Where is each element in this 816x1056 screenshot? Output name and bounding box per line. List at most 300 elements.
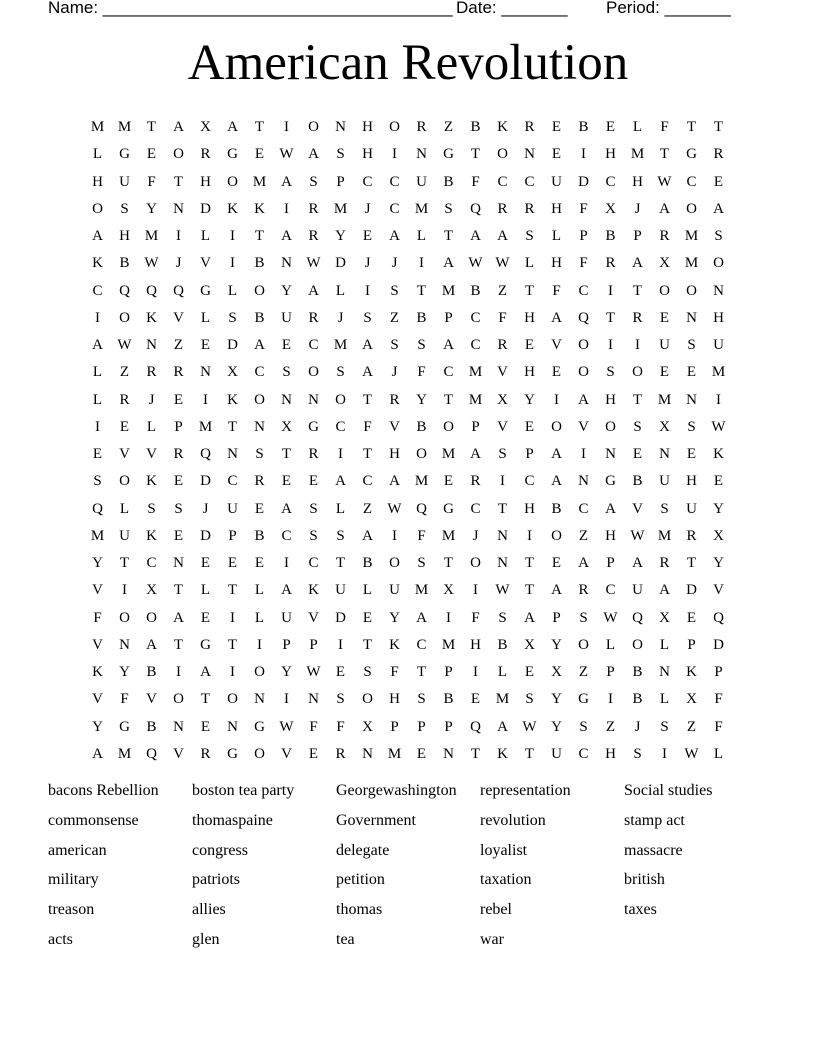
grid-letter: X — [524, 636, 535, 653]
grid-letter: I — [608, 282, 613, 299]
grid-letter: V — [146, 446, 157, 463]
grid-letter: I — [284, 200, 289, 217]
grid-letter: O — [713, 255, 724, 272]
grid-letter: H — [524, 500, 535, 517]
grid-letter: N — [713, 282, 724, 299]
grid-letter: E — [686, 446, 697, 463]
grid-letter: C — [605, 173, 616, 190]
grid-letter: I — [95, 309, 100, 326]
grid-letter: P — [633, 228, 642, 245]
grid-letter: H — [389, 446, 400, 463]
grid-letter: F — [552, 282, 561, 299]
word-bank-item: american — [48, 841, 107, 859]
grid-letter: O — [686, 282, 697, 299]
grid-letter: J — [391, 255, 398, 272]
grid-letter: M — [441, 446, 456, 463]
grid-letter: H — [524, 364, 535, 381]
grid-letter: K — [497, 119, 508, 136]
word-bank-item: congress — [192, 841, 248, 859]
grid-letter: B — [551, 500, 562, 517]
grid-letter: R — [308, 309, 319, 326]
grid-letter: L — [659, 691, 670, 708]
grid-letter: T — [146, 119, 157, 136]
grid-letter: T — [605, 309, 616, 326]
grid-letter: A — [551, 446, 562, 463]
grid-letter: H — [713, 309, 724, 326]
grid-letter: N — [146, 337, 157, 354]
grid-letter: Y — [713, 500, 724, 517]
grid-letter: O — [254, 664, 265, 681]
grid-letter: I — [230, 228, 235, 245]
grid-letter: U — [659, 337, 670, 354]
grid-letter: L — [200, 582, 211, 599]
grid-letter: P — [552, 609, 561, 626]
grid-letter: O — [659, 282, 670, 299]
grid-letter: J — [472, 527, 479, 544]
grid-letter: O — [308, 119, 319, 136]
grid-letter: O — [227, 691, 238, 708]
grid-letter: Y — [281, 664, 292, 681]
grid-letter: R — [119, 391, 130, 408]
grid-letter: A — [227, 119, 238, 136]
grid-letter: S — [660, 718, 669, 735]
grid-letter: T — [173, 582, 184, 599]
word-bank-item: petition — [336, 871, 385, 889]
grid-letter: N — [173, 718, 184, 735]
word-bank-item: Government — [336, 811, 416, 829]
grid-letter: T — [173, 636, 184, 653]
grid-letter: U — [659, 473, 670, 490]
grid-letter: D — [200, 473, 211, 490]
grid-letter: I — [473, 664, 478, 681]
grid-letter: N — [686, 309, 697, 326]
grid-letter: B — [362, 555, 373, 572]
grid-letter: M — [441, 282, 456, 299]
word-bank-item: commonsense — [48, 811, 139, 829]
grid-letter: L — [92, 146, 103, 163]
grid-letter: Q — [470, 200, 481, 217]
grid-letter: A — [443, 255, 454, 272]
grid-letter: M — [90, 119, 105, 136]
grid-letter: I — [284, 119, 289, 136]
grid-letter: J — [391, 364, 398, 381]
grid-letter: M — [117, 745, 132, 762]
grid-letter: V — [119, 446, 130, 463]
grid-letter: R — [470, 473, 481, 490]
grid-letter: S — [633, 418, 642, 435]
grid-letter: E — [605, 119, 616, 136]
grid-letter: H — [389, 691, 400, 708]
grid-letter: V — [281, 745, 292, 762]
name-field: Name: _____________________________________ — [48, 0, 453, 17]
grid-letter: W — [657, 173, 672, 190]
grid-letter: F — [579, 255, 588, 272]
grid-letter: F — [471, 609, 480, 626]
grid-letter: O — [632, 364, 643, 381]
grid-letter: F — [93, 609, 102, 626]
grid-letter: Y — [146, 200, 157, 217]
grid-letter: X — [281, 418, 292, 435]
grid-letter: T — [254, 228, 265, 245]
grid-letter: U — [713, 337, 724, 354]
grid-letter: R — [146, 364, 157, 381]
grid-letter: C — [335, 418, 346, 435]
grid-letter: I — [230, 664, 235, 681]
word-bank-item: thomaspaine — [192, 811, 273, 829]
grid-letter: O — [551, 418, 562, 435]
period-field: Period: _______ — [606, 0, 731, 17]
grid-letter: E — [281, 337, 292, 354]
grid-letter: N — [227, 446, 238, 463]
grid-letter: V — [173, 309, 184, 326]
word-bank-item: acts — [48, 930, 73, 948]
grid-letter: M — [414, 473, 429, 490]
grid-letter: E — [524, 664, 535, 681]
grid-letter: S — [336, 146, 345, 163]
grid-letter: Y — [416, 391, 427, 408]
word-bank-item: tea — [336, 930, 355, 948]
grid-letter: Y — [92, 555, 103, 572]
grid-letter: A — [551, 582, 562, 599]
grid-letter: O — [227, 173, 238, 190]
grid-letter: E — [173, 527, 184, 544]
word-bank-item: massacre — [624, 841, 683, 859]
grid-letter: M — [468, 391, 483, 408]
grid-letter: R — [254, 473, 265, 490]
grid-letter: W — [522, 718, 537, 735]
grid-letter: A — [173, 119, 184, 136]
grid-letter: G — [200, 636, 211, 653]
grid-letter: B — [497, 636, 508, 653]
grid-letter: T — [416, 282, 427, 299]
grid-letter: N — [254, 691, 265, 708]
grid-letter: R — [659, 555, 670, 572]
grid-letter: I — [257, 636, 262, 653]
grid-letter: C — [281, 527, 292, 544]
grid-letter: I — [392, 146, 397, 163]
grid-letter: S — [579, 718, 588, 735]
word-bank-item: rebel — [480, 901, 512, 919]
grid-letter: F — [120, 691, 129, 708]
grid-letter: F — [417, 527, 426, 544]
grid-letter: V — [200, 255, 211, 272]
grid-letter: A — [362, 527, 373, 544]
grid-letter: W — [495, 255, 510, 272]
grid-letter: J — [634, 200, 641, 217]
grid-letter: C — [578, 500, 589, 517]
grid-letter: W — [684, 745, 699, 762]
grid-letter: S — [390, 337, 399, 354]
grid-letter: O — [578, 364, 589, 381]
grid-letter: A — [389, 473, 400, 490]
grid-letter: I — [608, 337, 613, 354]
grid-letter: P — [174, 418, 183, 435]
grid-letter: D — [686, 582, 697, 599]
grid-letter: G — [578, 691, 589, 708]
grid-letter: S — [282, 364, 291, 381]
grid-letter: P — [606, 664, 615, 681]
grid-letter: G — [119, 146, 130, 163]
grid-letter: M — [333, 337, 348, 354]
grid-letter: E — [524, 337, 535, 354]
grid-letter: I — [500, 473, 505, 490]
word-bank-item: revolution — [480, 811, 546, 829]
grid-letter: R — [497, 200, 508, 217]
grid-letter: X — [200, 119, 211, 136]
grid-letter: O — [254, 745, 265, 762]
grid-letter: A — [362, 364, 373, 381]
grid-letter: N — [362, 745, 373, 762]
grid-letter: L — [551, 228, 562, 245]
grid-letter: Z — [173, 337, 184, 354]
grid-letter: X — [686, 691, 697, 708]
grid-letter: K — [146, 309, 157, 326]
grid-letter: E — [362, 609, 373, 626]
grid-letter: K — [92, 664, 103, 681]
grid-letter: L — [362, 582, 373, 599]
grid-letter: B — [416, 418, 427, 435]
grid-letter: F — [390, 664, 399, 681]
grid-letter: L — [200, 228, 211, 245]
grid-letter: E — [254, 555, 265, 572]
word-bank-item: Georgewashington — [336, 782, 457, 799]
grid-letter: E — [335, 664, 346, 681]
grid-letter: Q — [578, 309, 589, 326]
grid-letter: E — [524, 418, 535, 435]
grid-letter: P — [525, 446, 534, 463]
grid-letter: E — [470, 691, 481, 708]
grid-letter: Q — [713, 609, 724, 626]
grid-letter: S — [444, 200, 453, 217]
grid-letter: I — [203, 391, 208, 408]
grid-letter: L — [227, 282, 238, 299]
grid-letter: M — [711, 364, 726, 381]
grid-letter: I — [419, 255, 424, 272]
grid-letter: A — [497, 718, 508, 735]
grid-letter: B — [443, 691, 454, 708]
grid-letter: H — [200, 173, 211, 190]
grid-letter: N — [281, 255, 292, 272]
grid-letter: U — [281, 609, 292, 626]
grid-letter: T — [632, 282, 643, 299]
grid-letter: N — [119, 636, 130, 653]
grid-letter: C — [389, 173, 400, 190]
grid-letter: E — [308, 473, 319, 490]
grid-letter: T — [443, 555, 454, 572]
grid-letter: A — [281, 173, 292, 190]
grid-letter: D — [578, 173, 589, 190]
grid-letter: Z — [578, 664, 589, 681]
grid-letter: E — [713, 473, 724, 490]
grid-letter: R — [173, 364, 184, 381]
grid-letter: T — [524, 745, 535, 762]
grid-letter: E — [254, 146, 265, 163]
grid-letter: A — [92, 337, 103, 354]
grid-letter: I — [635, 337, 640, 354]
grid-letter: E — [200, 718, 211, 735]
grid-letter: T — [227, 418, 238, 435]
grid-letter: X — [146, 582, 157, 599]
grid-letter: R — [308, 200, 319, 217]
grid-letter: F — [336, 718, 345, 735]
grid-letter: F — [147, 173, 156, 190]
grid-letter: A — [659, 200, 670, 217]
grid-letter: C — [362, 473, 373, 490]
grid-letter: M — [684, 255, 699, 272]
grid-letter: E — [686, 609, 697, 626]
grid-letter: I — [581, 146, 586, 163]
grid-letter: J — [337, 309, 344, 326]
grid-letter: W — [306, 255, 321, 272]
grid-letter: C — [308, 337, 319, 354]
grid-letter: A — [551, 473, 562, 490]
grid-letter: T — [362, 446, 373, 463]
grid-letter: U — [551, 173, 562, 190]
grid-letter: H — [362, 119, 373, 136]
grid-letter: J — [364, 255, 371, 272]
grid-letter: Z — [443, 119, 454, 136]
grid-letter: O — [335, 391, 346, 408]
grid-letter: E — [551, 555, 562, 572]
grid-letter: S — [363, 664, 372, 681]
grid-letter: P — [417, 718, 426, 735]
grid-letter: X — [227, 364, 238, 381]
grid-letter: C — [146, 555, 157, 572]
grid-letter: T — [254, 119, 265, 136]
grid-letter: E — [308, 745, 319, 762]
grid-letter: D — [713, 636, 724, 653]
grid-letter: V — [146, 691, 157, 708]
grid-letter: R — [659, 228, 670, 245]
grid-letter: A — [254, 337, 265, 354]
grid-letter: I — [176, 228, 181, 245]
grid-letter: H — [632, 173, 643, 190]
grid-letter: C — [470, 337, 481, 354]
grid-letter: C — [443, 364, 454, 381]
grid-letter: W — [144, 255, 159, 272]
grid-letter: R — [308, 228, 319, 245]
grid-letter: R — [416, 119, 427, 136]
grid-letter: O — [389, 555, 400, 572]
grid-letter: W — [387, 500, 402, 517]
grid-letter: A — [281, 228, 292, 245]
grid-letter: N — [659, 446, 670, 463]
grid-letter: F — [363, 418, 372, 435]
word-bank-item: Social studies — [624, 782, 713, 799]
grid-letter: H — [362, 146, 373, 163]
grid-letter: M — [414, 582, 429, 599]
grid-letter: Y — [551, 636, 562, 653]
word-bank-item: representation — [480, 782, 571, 799]
grid-letter: U — [551, 745, 562, 762]
grid-letter: U — [227, 500, 238, 517]
grid-letter: B — [254, 255, 265, 272]
grid-letter: K — [497, 745, 508, 762]
grid-letter: L — [659, 636, 670, 653]
grid-letter: H — [470, 636, 481, 653]
grid-letter: O — [119, 609, 130, 626]
grid-letter: A — [362, 337, 373, 354]
grid-letter: C — [605, 582, 616, 599]
grid-letter: O — [173, 691, 184, 708]
grid-letter: P — [471, 418, 480, 435]
grid-letter: N — [200, 364, 211, 381]
grid-letter: H — [92, 173, 103, 190]
grid-letter: N — [416, 146, 427, 163]
grid-letter: H — [119, 228, 130, 245]
grid-letter: O — [119, 309, 130, 326]
grid-letter: R — [632, 309, 643, 326]
grid-letter: C — [389, 200, 400, 217]
grid-letter: S — [498, 446, 507, 463]
grid-letter: P — [606, 555, 615, 572]
grid-letter: I — [284, 555, 289, 572]
letter-grid — [84, 114, 732, 768]
grid-letter: R — [200, 745, 211, 762]
grid-letter: E — [551, 146, 562, 163]
grid-letter: I — [392, 527, 397, 544]
grid-letter: H — [551, 200, 562, 217]
grid-letter: A — [335, 473, 346, 490]
grid-letter: F — [714, 718, 723, 735]
grid-letter: N — [254, 418, 265, 435]
grid-letter: T — [713, 119, 724, 136]
grid-letter: F — [714, 691, 723, 708]
grid-letter: E — [200, 337, 211, 354]
grid-letter: A — [551, 309, 562, 326]
grid-letter: A — [281, 500, 292, 517]
grid-letter: S — [417, 555, 426, 572]
grid-letter: Y — [713, 555, 724, 572]
grid-letter: E — [551, 119, 562, 136]
grid-letter: N — [443, 745, 454, 762]
grid-letter: M — [252, 173, 267, 190]
grid-letter: S — [498, 609, 507, 626]
word-bank-item: treason — [48, 901, 95, 919]
grid-letter: V — [389, 418, 400, 435]
grid-letter: A — [497, 228, 508, 245]
grid-letter: R — [200, 146, 211, 163]
word-bank-item: loyalist — [480, 841, 528, 859]
grid-letter: Z — [578, 527, 589, 544]
grid-letter: M — [414, 200, 429, 217]
grid-letter: E — [659, 364, 670, 381]
grid-letter: S — [714, 228, 723, 245]
grid-letter: C — [686, 173, 697, 190]
grid-letter: R — [308, 446, 319, 463]
grid-letter: Q — [632, 609, 643, 626]
grid-letter: G — [227, 745, 238, 762]
grid-letter: G — [200, 282, 211, 299]
grid-letter: U — [389, 582, 400, 599]
grid-letter: O — [443, 418, 454, 435]
grid-letter: M — [441, 527, 456, 544]
grid-letter: P — [444, 309, 453, 326]
grid-letter: B — [578, 119, 589, 136]
grid-letter: V — [578, 418, 589, 435]
grid-letter: M — [441, 636, 456, 653]
grid-letter: C — [497, 173, 508, 190]
grid-letter: N — [686, 391, 697, 408]
grid-letter: E — [173, 473, 184, 490]
grid-letter: Y — [389, 609, 400, 626]
grid-letter: Q — [416, 500, 427, 517]
grid-letter: Y — [335, 228, 346, 245]
grid-letter: L — [416, 228, 427, 245]
grid-letter: U — [416, 173, 427, 190]
grid-letter: I — [365, 282, 370, 299]
grid-letter: I — [446, 609, 451, 626]
